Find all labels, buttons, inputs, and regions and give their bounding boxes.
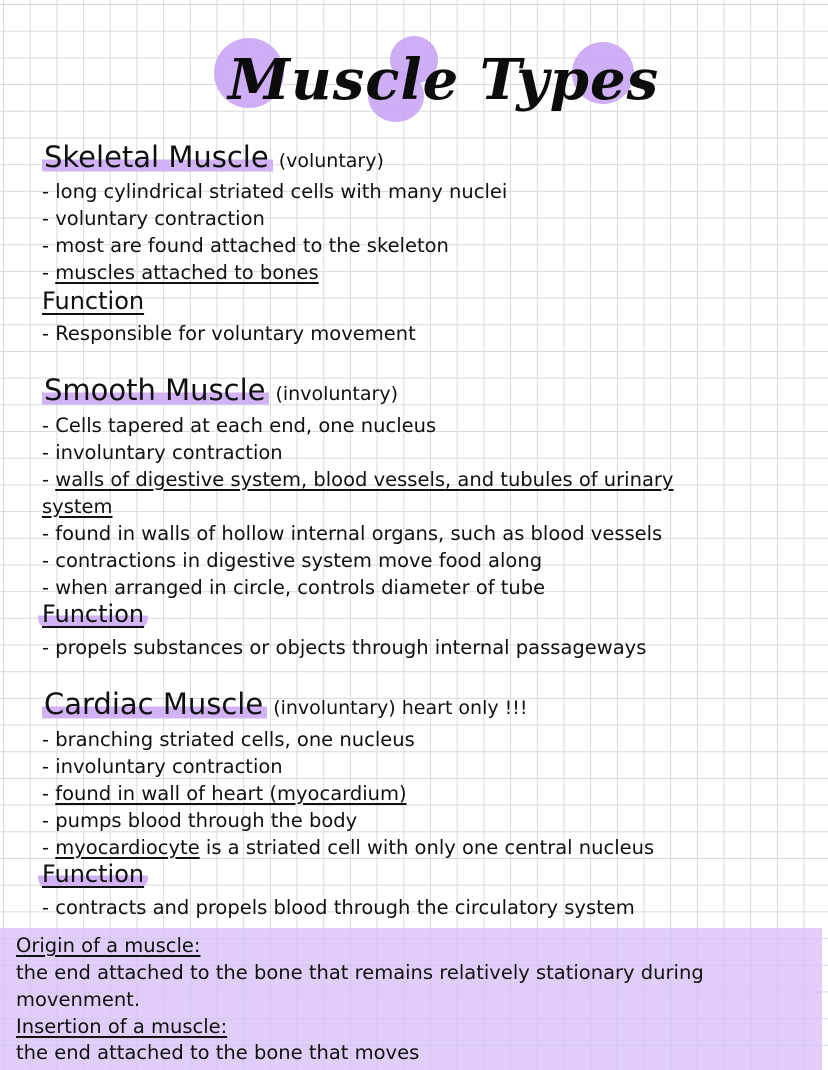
skeletal-line-underlined [42, 259, 319, 286]
origin-text: the end attached to the bone that remains relatively stationary during [16, 961, 704, 984]
skeletal-function-label: Function [42, 287, 145, 315]
cardiac-heading [42, 687, 528, 721]
smooth-line: - when arranged in circle, controls diameter of tube [42, 576, 546, 599]
smooth-function-line: - propels substances or objects through internal passageways [42, 636, 647, 659]
cardiac-heading-title: Cardiac Muscle [42, 687, 267, 721]
smooth-line: - involuntary contraction [42, 441, 283, 464]
page-title: Muscle Types [228, 47, 660, 113]
cardiac-line: - pumps blood through the body [42, 809, 358, 832]
skeletal-function-line: - Responsible for voluntary movement [42, 322, 416, 345]
underlined-text: found in wall of heart (myocardium) [55, 782, 407, 805]
insertion-label: Insertion of a muscle: [16, 1015, 228, 1038]
underlined-text: walls of digestive system, blood vessels, and tubules of urinary [55, 468, 674, 491]
skeletal-line: - voluntary contraction [42, 207, 265, 230]
bullet-prefix: - [42, 836, 56, 859]
title-area [200, 28, 660, 128]
smooth-heading-title: Smooth Muscle [42, 373, 269, 407]
cardiac-line: - involuntary contraction [42, 755, 283, 778]
smooth-line: - Cells tapered at each end, one nucleus [42, 414, 437, 437]
underlined-text: muscles attached to bones [55, 261, 319, 284]
cardiac-line: - branching striated cells, one nucleus [42, 728, 415, 751]
cardiac-function-label: Function [38, 860, 148, 888]
definitions-box [0, 928, 822, 1070]
smooth-function-label: Function [38, 600, 148, 628]
skeletal-heading-title: Skeletal Muscle [42, 140, 273, 174]
insertion-text: the end attached to the bone that moves [16, 1041, 420, 1064]
bullet-prefix: - [42, 782, 56, 805]
underlined-text: system [42, 495, 113, 518]
smooth-line-underlined [42, 466, 673, 493]
origin-text-cont: movenment. [16, 988, 141, 1011]
cardiac-line-underlined [42, 780, 407, 807]
underlined-term: myocardiocyte [55, 836, 200, 859]
skeletal-heading [42, 140, 384, 174]
skeletal-line: - long cylindrical striated cells with many nuclei [42, 180, 508, 203]
bullet-prefix: - [42, 261, 56, 284]
cardiac-line-myocardiocyte [42, 834, 654, 861]
smooth-line: - contractions in digestive system move food along [42, 549, 543, 572]
origin-label: Origin of a muscle: [16, 934, 201, 957]
smooth-line: - found in walls of hollow internal organs, such as blood vessels [42, 522, 663, 545]
cardiac-heading-qualifier: (involuntary) heart only !!! [273, 697, 528, 719]
cardiac-function-line: - contracts and propels blood through the circulatory system [42, 896, 635, 919]
skeletal-line: - most are found attached to the skeleton [42, 234, 449, 257]
smooth-heading-qualifier: (involuntary) [275, 383, 398, 405]
smooth-heading [42, 373, 398, 407]
skeletal-heading-qualifier: (voluntary) [278, 150, 384, 172]
smooth-line-underlined-cont [42, 493, 113, 520]
line-rest: is a striated cell with only one central nucleus [199, 836, 655, 859]
bullet-prefix: - [42, 468, 56, 491]
